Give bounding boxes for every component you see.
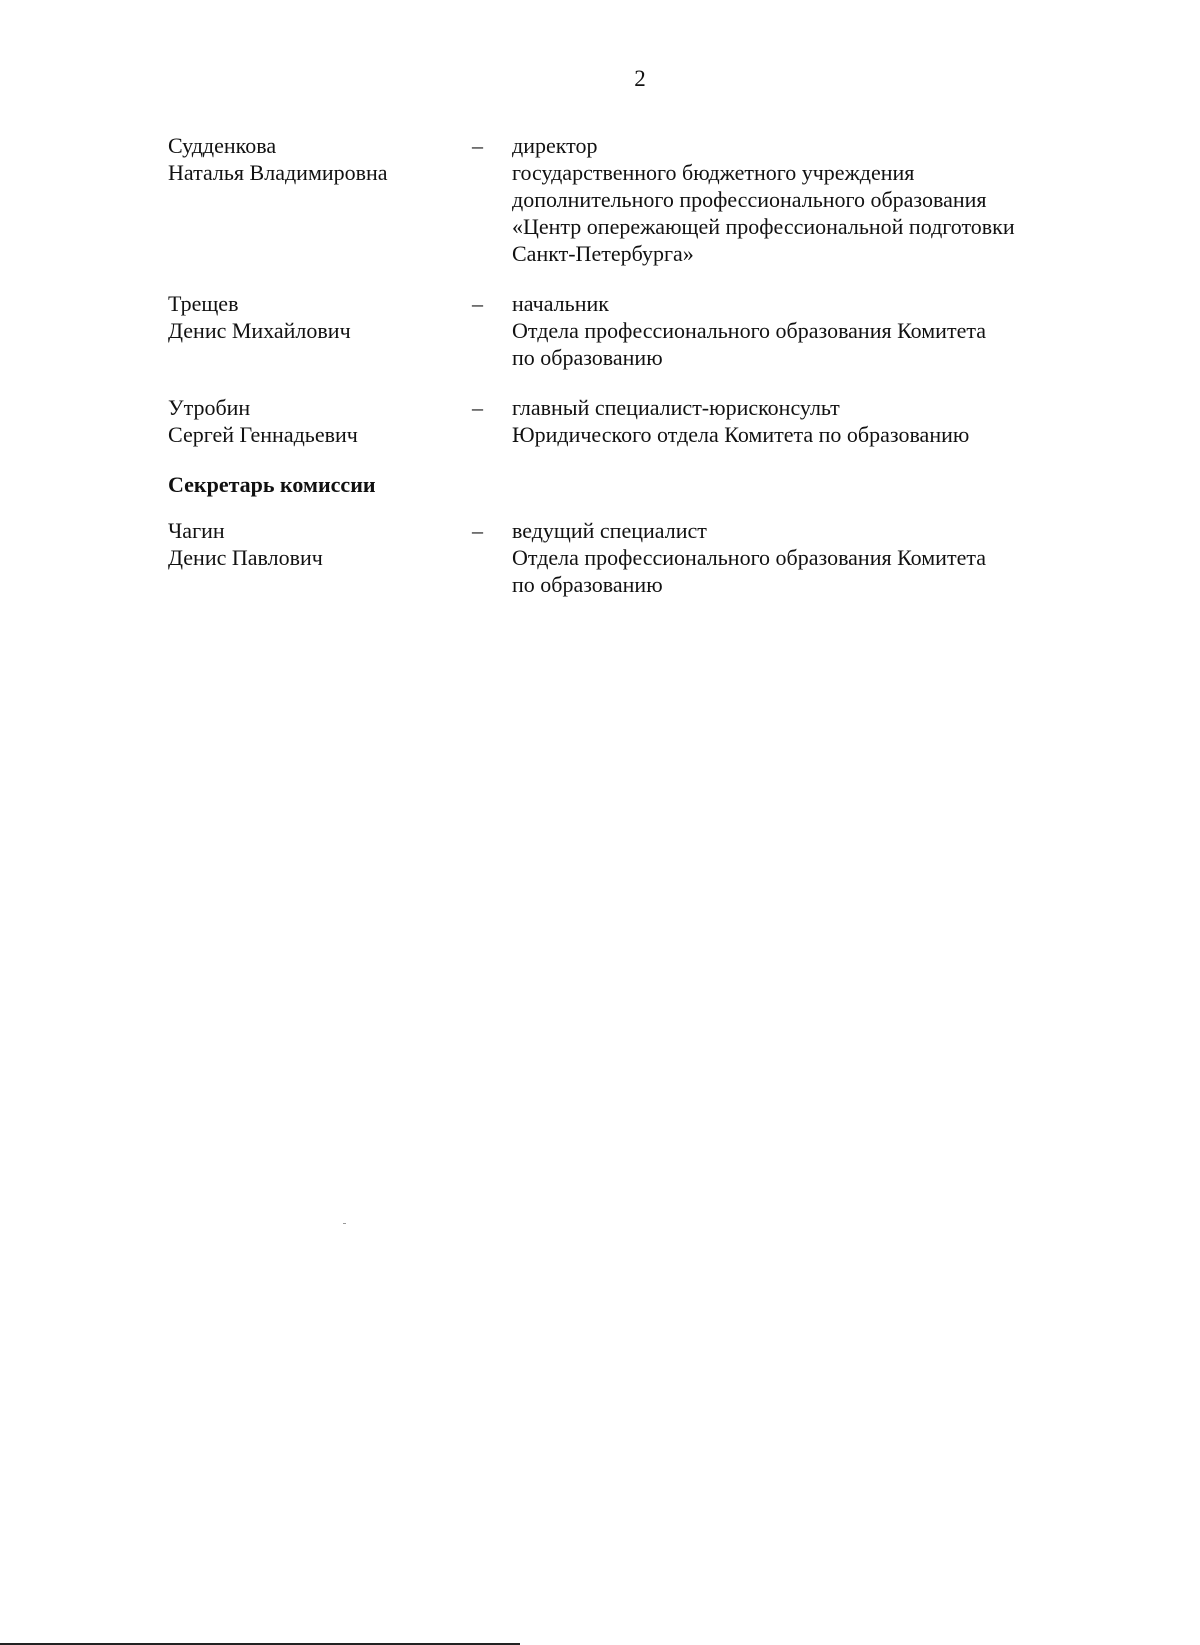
member-position	[512, 394, 1168, 448]
member-position	[512, 132, 1168, 267]
position-line: Санкт-Петербурга»	[512, 241, 694, 266]
position-line: по образованию	[512, 345, 663, 370]
member-position	[512, 290, 1168, 371]
member-surname: Утробин	[168, 395, 251, 420]
secretary-entry	[168, 517, 1168, 598]
member-given-names: Денис Павлович	[168, 545, 323, 570]
member-name	[168, 517, 468, 571]
member-given-names: Наталья Владимировна	[168, 160, 388, 185]
position-line: Отдела профессионального образования Комитета	[512, 545, 986, 570]
dash-separator: –	[472, 395, 483, 420]
member-name	[168, 394, 468, 448]
commission-member-list	[168, 132, 1168, 621]
member-surname: Судденкова	[168, 133, 277, 158]
member-given-names: Сергей Геннадьевич	[168, 422, 358, 447]
position-line: Юридического отдела Комитета по образованию	[512, 422, 970, 447]
position-line: по образованию	[512, 572, 663, 597]
member-name	[168, 132, 468, 186]
position-line: Отдела профессионального образования Комитета	[512, 318, 986, 343]
scan-speck	[343, 1223, 346, 1224]
member-surname: Чагин	[168, 518, 225, 543]
member-surname: Трещев	[168, 291, 239, 316]
position-line: главный специалист-юрисконсульт	[512, 395, 840, 420]
position-line: ведущий специалист	[512, 518, 707, 543]
member-name	[168, 290, 468, 344]
position-line: дополнительного профессионального образования	[512, 187, 987, 212]
position-line: начальник	[512, 291, 609, 316]
member-given-names: Денис Михайлович	[168, 318, 351, 343]
member-position	[512, 517, 1168, 598]
member-entry	[168, 394, 1168, 448]
position-line: директор	[512, 133, 598, 158]
position-line: «Центр опережающей профессиональной подготовки	[512, 214, 1015, 239]
page-number: 2	[634, 66, 646, 91]
position-line: государственного бюджетного учреждения	[512, 160, 915, 185]
member-entry	[168, 290, 1168, 371]
dash-separator: –	[472, 133, 483, 158]
member-entry	[168, 132, 1168, 267]
dash-separator: –	[472, 291, 483, 316]
secretary-heading: Секретарь комиссии	[168, 472, 376, 497]
dash-separator: –	[472, 518, 483, 543]
